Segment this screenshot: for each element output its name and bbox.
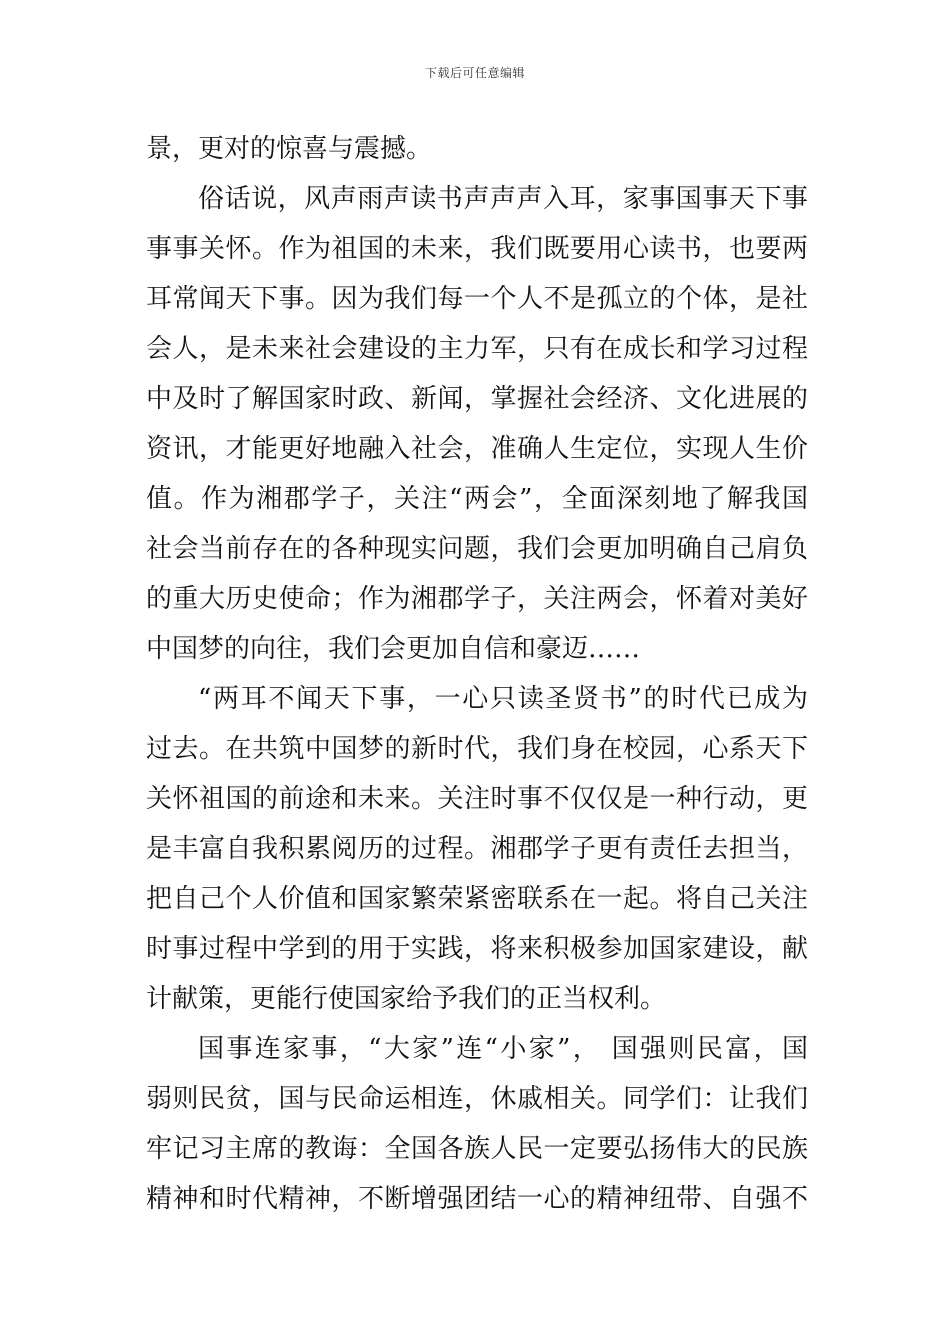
text-line: 耳常闻天下事。因为我们每一个人不是孤立的个体，是社 xyxy=(146,284,808,314)
paragraph-first-line: 俗话说，风声雨声读书声声声入耳，家事国事天下事 xyxy=(198,184,808,214)
text-line: 时事过程中学到的用于实践，将来积极参加国家建设，献 xyxy=(146,934,808,964)
text-line: 牢记习主席的教诲：全国各族人民一定要弘扬伟大的民族 xyxy=(146,1134,808,1164)
text-line: 社会当前存在的各种现实问题，我们会更加明确自己肩负 xyxy=(146,534,808,564)
text-line: 精神和时代精神，不断增强团结一心的精神纽带、自强不 xyxy=(146,1184,808,1214)
text-line: 值。作为湘郡学子，关注“两会”，全面深刻地了解我国 xyxy=(146,484,808,514)
document-body xyxy=(146,124,808,1224)
text-line: 资讯，才能更好地融入社会，准确人生定位，实现人生价 xyxy=(146,434,808,464)
text-line: 中国梦的向往，我们会更加自信和豪迈…… xyxy=(146,634,641,664)
text-line: 关怀祖国的前途和未来。关注时事不仅仅是一种行动，更 xyxy=(146,784,808,814)
text-line: 是丰富自我积累阅历的过程。湘郡学子更有责任去担当， xyxy=(146,834,808,864)
page-header: 下载后可任意编辑 xyxy=(424,66,525,80)
text-line: 把自己个人价值和国家繁荣紧密联系在一起。将自己关注 xyxy=(146,884,808,914)
text-line: 景，更对的惊喜与震撼。 xyxy=(146,134,433,164)
text-line: 的重大历史使命；作为湘郡学子，关注两会，怀着对美好 xyxy=(146,584,808,614)
text-line: 弱则民贫，国与民命运相连，休戚相关。同学们：让我们 xyxy=(146,1084,808,1114)
paragraph-first-line: 国事连家事，“大家”连“小家”， 国强则民富，国 xyxy=(198,1034,808,1064)
text-line: 计献策，更能行使国家给予我们的正当权利。 xyxy=(146,984,667,1014)
text-line: 中及时了解国家时政、新闻，掌握社会经济、文化进展的 xyxy=(146,384,808,414)
paragraph-first-line: “两耳不闻天下事，一心只读圣贤书”的时代已成为 xyxy=(198,684,808,714)
text-line: 事事关怀。作为祖国的未来，我们既要用心读书，也要两 xyxy=(146,234,808,264)
text-line: 会人，是未来社会建设的主力军，只有在成长和学习过程 xyxy=(146,334,808,364)
text-line: 过去。在共筑中国梦的新时代，我们身在校园，心系天下 xyxy=(146,734,808,764)
